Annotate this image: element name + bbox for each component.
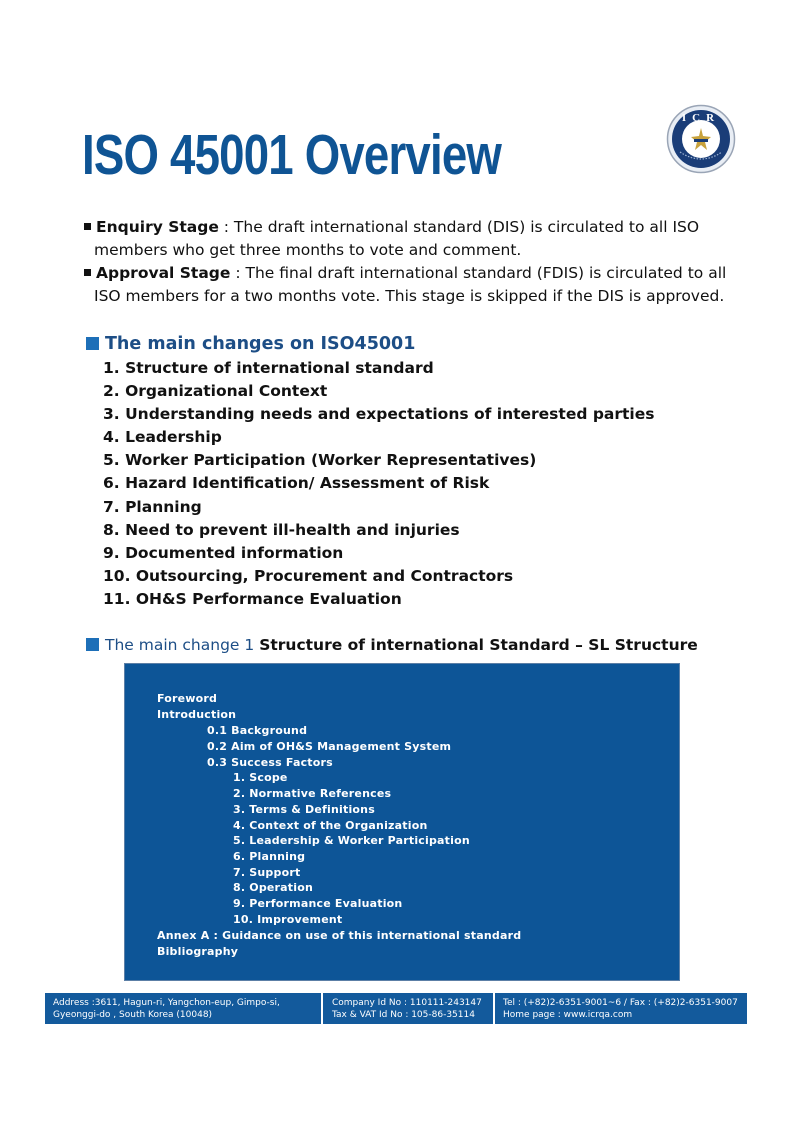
change1-heading-prefix: The main change 1 xyxy=(105,636,255,654)
list-item: 7. Planning xyxy=(103,497,202,516)
stage-item-approval xyxy=(84,262,744,308)
toc-line: 10. Improvement xyxy=(233,913,343,926)
stage-label: Enquiry Stage xyxy=(96,218,219,236)
toc-line: 8. Operation xyxy=(233,881,314,894)
toc-line: 2. Normative References xyxy=(233,787,392,800)
address-line-2: Gyeonggi-do , South Korea (10048) xyxy=(53,1010,213,1020)
stage-text: : The draft international standard (DIS) is circulated to all ISO members who get three months to vote and comment. xyxy=(94,218,700,259)
company-id: Company Id No : 110111-243147 xyxy=(332,998,482,1008)
main-changes-heading-text: The main changes on ISO45001 xyxy=(105,334,416,354)
list-item: 8. Need to prevent ill-health and injuries xyxy=(103,520,460,539)
main-changes-list xyxy=(103,357,654,611)
stage-list xyxy=(84,216,744,308)
toc-line: Foreword xyxy=(157,692,218,705)
toc-line: 0.3 Success Factors xyxy=(207,756,333,769)
toc-line: 1. Scope xyxy=(233,771,288,784)
toc-line: 5. Leadership & Worker Participation xyxy=(233,834,470,847)
seal-icon xyxy=(666,104,736,174)
toc-line: Introduction xyxy=(157,708,237,721)
logo-text: ICR xyxy=(681,112,721,124)
change1-heading-text: Structure of international Standard – SL Structure xyxy=(259,636,698,654)
footer-bar xyxy=(45,993,747,1024)
sl-structure-box xyxy=(125,664,679,980)
address-line-1: Address :3611, Hagun-ri, Yangchon-eup, Gimpo-si, xyxy=(53,998,280,1008)
toc-line: 7. Support xyxy=(233,866,301,879)
page-title: ISO 45001 Overview xyxy=(82,123,502,187)
footer-divider xyxy=(321,993,323,1024)
list-item: 3. Understanding needs and expectations of interested parties xyxy=(103,405,655,424)
square-bullet-icon xyxy=(86,638,99,651)
main-changes-heading xyxy=(86,334,415,354)
list-item: 11. OH&S Performance Evaluation xyxy=(103,589,402,608)
list-item: 1. Structure of international standard xyxy=(103,359,434,377)
toc-line: 9. Performance Evaluation xyxy=(233,897,403,910)
square-bullet-icon xyxy=(86,337,99,350)
footer-contact xyxy=(503,997,738,1021)
stage-text: : The final draft international standard (FDIS) is circulated to all ISO members for a two months vote. This stage is skipped if the DIS is approved. xyxy=(94,264,727,305)
change1-heading xyxy=(86,636,698,654)
footer-divider xyxy=(493,993,495,1024)
list-item: 9. Documented information xyxy=(103,543,344,562)
company-logo xyxy=(666,104,736,174)
bullet-icon xyxy=(84,269,91,276)
bullet-icon xyxy=(84,223,91,230)
toc-line: 0.1 Background xyxy=(207,724,308,737)
tax-id: Tax & VAT Id No : 105-86-35114 xyxy=(332,1010,475,1020)
toc-line: 6. Planning xyxy=(233,850,306,863)
stage-label: Approval Stage xyxy=(96,264,231,282)
list-item: 10. Outsourcing, Procurement and Contractors xyxy=(103,566,514,585)
toc-line: 4. Context of the Organization xyxy=(233,819,428,832)
list-item: 5. Worker Participation (Worker Representatives) xyxy=(103,451,537,470)
phone-fax: Tel : (+82)2-6351-9001~6 / Fax : (+82)2-6351-9007 xyxy=(503,998,738,1008)
toc-line: 0.2 Aim of OH&S Management System xyxy=(207,740,452,753)
list-item: 4. Leadership xyxy=(103,428,222,447)
toc-line: 3. Terms & Definitions xyxy=(233,803,375,816)
toc-line: Annex A : Guidance on use of this international standard xyxy=(157,929,522,942)
list-item: 6. Hazard Identification/ Assessment of Risk xyxy=(103,474,490,493)
list-item: 2. Organizational Context xyxy=(103,382,328,401)
homepage-link[interactable]: Home page : www.icrqa.com xyxy=(503,1010,633,1020)
footer-ids xyxy=(332,997,482,1021)
footer-address xyxy=(53,997,280,1021)
stage-item-enquiry xyxy=(84,216,744,262)
toc-line: Bibliography xyxy=(157,945,239,958)
